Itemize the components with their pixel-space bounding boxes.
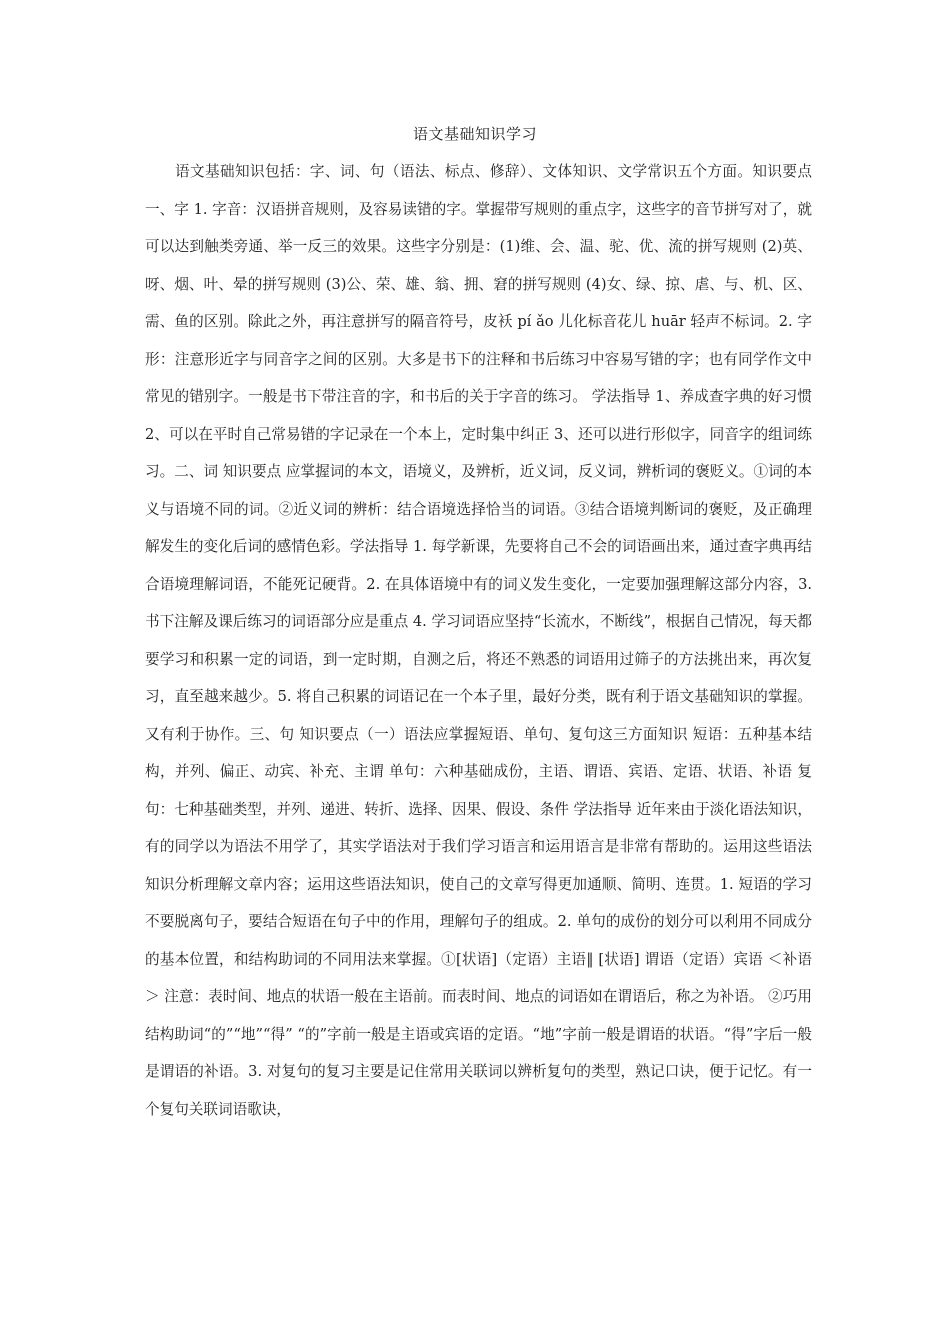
document-title: 语文基础知识学习 (412, 125, 537, 143)
document-body-paragraph: 语文基础知识包括：字、词、句（语法、标点、修辞）、文体知识、文学常识五个方面。知识要点 一、字 1. 字音：汉语拼音规则，及容易读错的字。掌握带写规则的重点字，这些字的音节拼写对了，就可以达到触类旁通、举一反三的效果。这些字分别是：(1)维、会、温、驼、优、流的拼写规则 (2)英、呀、烟、叶、晕的拼写规则 (3)公、荣、雄、翁、拥、窘的拼写规则 (4)女、绿、掠、虐、与、机、区、需、鱼的区别。除此之外，再注意拼写的隔音符号，皮袄 pí ǎo 儿化标音花儿 huār 轻声不标词。2. 字形：注意形近字与同音字之间的区别。大多是书下的注释和书后练习中容易写错的字；也有同学作文中常见的错别字。一般是书下带注音的字，和书后的关于字音的练习。 学法指导 1、养成查字典的好习惯 2、可以在平时自己常易错的字记录在一个本上，定时集中纠正 3、还可以进行形似字，同音字的组词练习。二、词 知识要点 应掌握词的本文，语境义，及辨析，近义词，反义词，辨析词的褒贬义。①词的本义与语境不同的词。②近义词的辨析：结合语境选择恰当的词语。③结合语境判断词的褒贬，及正确理解发生的变化后词的感情色彩。学法指导 1. 每学新课，先要将自己不会的词语画出来，通过查字典再结合语境理解词语，不能死记硬背。2. 在具体语境中有的词义发生变化，一定要加强理解这部分内容，3. 书下注解及课后练习的词语部分应是重点 4. 学习词语应坚持“长流水，不断线”，根据自己情况，每天都要学习和积累一定的词语，到一定时期，自测之后，将还不熟悉的词语用过筛子的方法挑出来，再次复习，直至越来越少。5. 将自己积累的词语记在一个本子里，最好分类，既有利于语文基础知识的掌握。又有利于协作。三、句 知识要点（一）语法应掌握短语、单句、复句这三方面知识 短语：五种基本结构，并列、偏正、动宾、补充、主谓 单句：六种基础成份，主语、谓语、宾语、定语、状语、补语 复句：七种基础类型，并列、递进、转折、选择、因果、假设、条件 学法指导 近年来由于淡化语法知识，有的同学以为语法不用学了，其实学语法对于我们学习语言和运用语言是非常有帮助的。运用这些语法知识分析理解文章内容；运用这些语法知识，使自己的文章写得更加通顺、简明、连贯。1. 短语的学习不要脱离句子，要结合短语在句子中的作用，理解句子的组成。2. 单句的成份的划分可以利用不同成分的基本位置，和结构助词的不同用法来掌握。①[状语]（定语）主语‖ [状语] 谓语（定语）宾语 ＜补语＞ 注意：表时间、地点的状语一般在主语前。而表时间、地点的词语如在谓语后，称之为补语。 ②巧用结构助词“的”“地”“得” “的”字前一般是主语或宾语的定语。“地”字前一般是谓语的状语。“得”字后一般是谓语的补语。3. 对复句的复习主要是记住常用关联词以辨析复句的类型，熟记口诀，便于记忆。有一个复句关联词语歌诀， (145, 163, 812, 1118)
